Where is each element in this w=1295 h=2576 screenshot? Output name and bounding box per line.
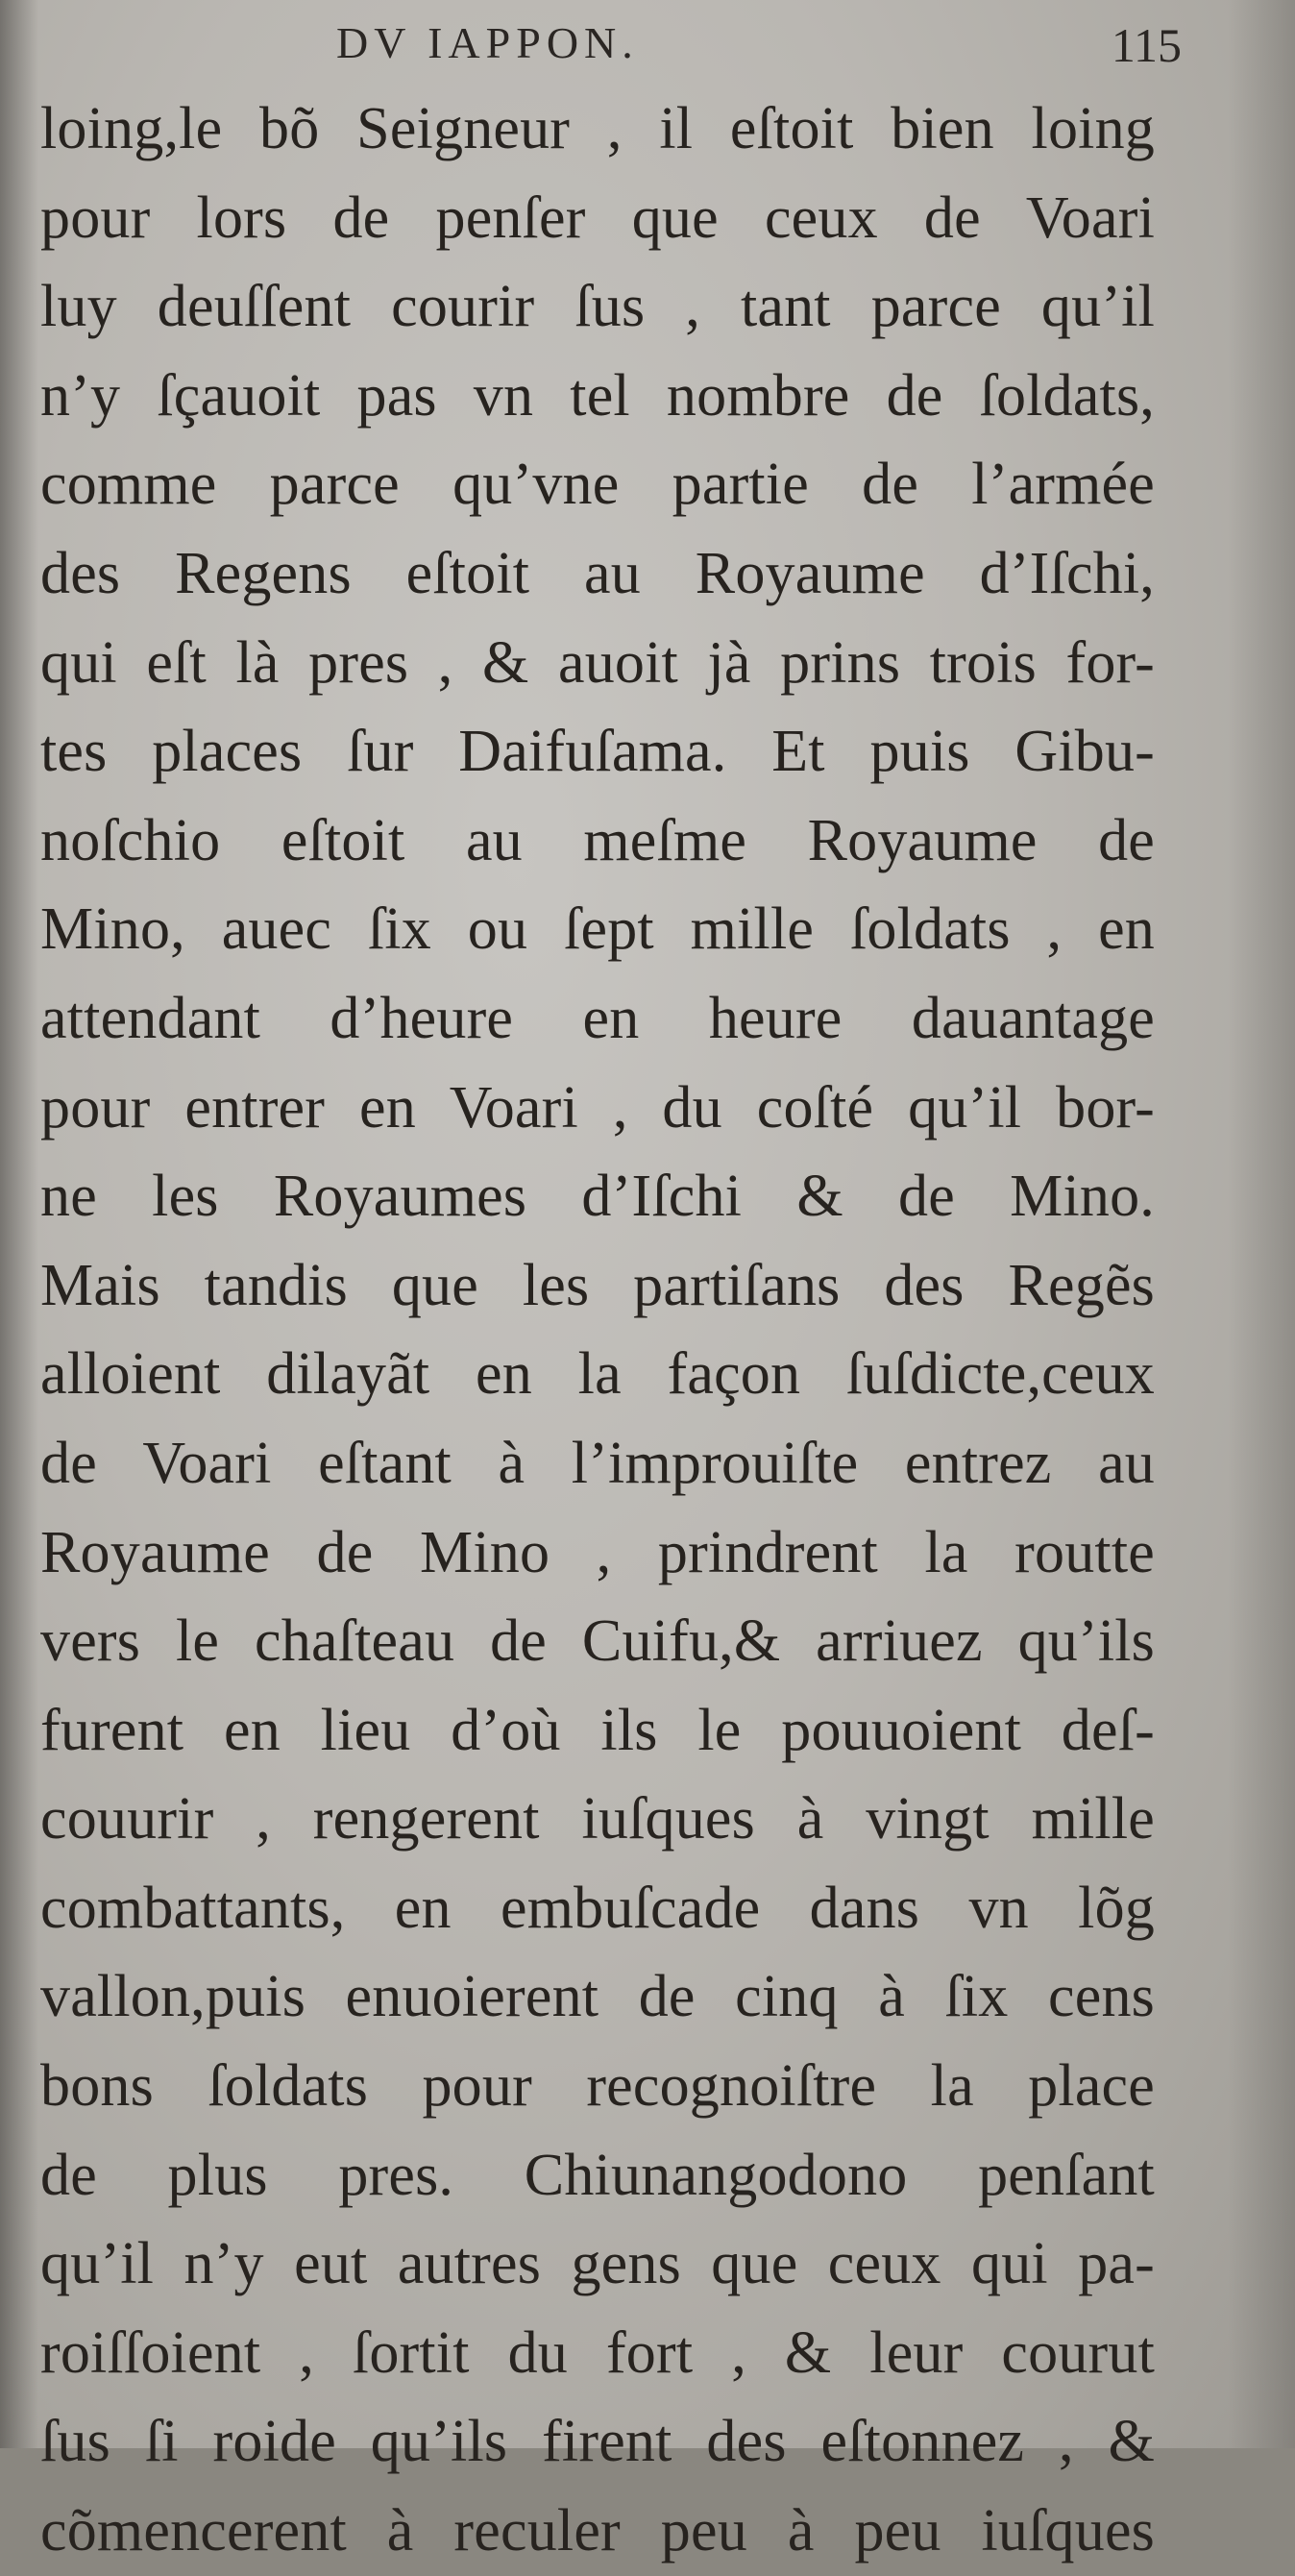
text-line: roiſſoient , ſortit du fort , & leur courut <box>40 2319 1155 2386</box>
text-line: luy deuſſent courir ſus , tant parce qu’il <box>40 274 1155 340</box>
page-number: 115 <box>1111 18 1182 72</box>
text-line: ſus ſi roide qu’ils firent des eſtonnez , & <box>40 2409 1155 2475</box>
text-line: Royaume de Mino , prindrent la routte <box>40 1519 1155 1585</box>
text-line: de plus pres. Chiunangodono penſant <box>40 2142 1155 2208</box>
text-line: Mino, auec ſix ou ſept mille ſoldats , en <box>40 896 1155 963</box>
text-line: n’y ſçauoit pas vn tel nombre de ſoldats, <box>40 362 1155 429</box>
text-line: couurir , rengerent iuſques à vingt mille <box>40 1786 1155 1852</box>
text-line: pour lors de penſer que ceux de Voari <box>40 184 1155 251</box>
text-line: bons ſoldats pour recognoiſtre la place <box>40 2053 1155 2120</box>
text-line: Mais tandis que les partiſans des Regẽs <box>40 1252 1155 1318</box>
text-line: alloient dilayãt en la façon ſuſdicte,ceux <box>40 1341 1155 1408</box>
text-line: qu’il n’y eut autres gens que ceux qui pa- <box>40 2231 1155 2297</box>
text-line: noſchio eſtoit au meſme Royaume de <box>40 807 1155 873</box>
body-text <box>40 85 1155 2576</box>
text-line: vers le chaſteau de Cuifu,& arriuez qu’ils <box>40 1608 1155 1675</box>
text-line: combattants, en embuſcade dans vn lõg <box>40 1875 1155 1941</box>
text-line: furent en lieu d’où ils le pouuoient deſ- <box>40 1697 1155 1763</box>
text-line: des Regens eſtoit au Royaume d’Iſchi, <box>40 540 1155 606</box>
text-line: pour entrer en Voari , du coſté qu’il bor- <box>40 1074 1155 1141</box>
page-header <box>336 17 1182 75</box>
text-line: de Voari eſtant à l’improuiſte entrez au <box>40 1430 1155 1496</box>
text-line: tes places ſur Daifuſama. Et puis Gibu- <box>40 719 1155 785</box>
text-line: comme parce qu’vne partie de l’armée <box>40 452 1155 518</box>
text-line: attendant d’heure en heure dauantage <box>40 985 1155 1051</box>
text-line: qui eſt là pres , & auoit jà prins trois for- <box>40 629 1155 696</box>
running-head: DV IAPPON. <box>336 18 639 67</box>
text-line: loing,le bõ Seigneur , il eſtoit bien loing <box>40 96 1155 161</box>
text-line: ne les Royaumes d’Iſchi & de Mino. <box>40 1164 1155 1230</box>
text-line: cõmencerent à reculer peu à peu iuſques <box>40 2498 1155 2564</box>
text-line: vallon,puis enuoierent de cinq à ſix cens <box>40 1964 1155 2030</box>
